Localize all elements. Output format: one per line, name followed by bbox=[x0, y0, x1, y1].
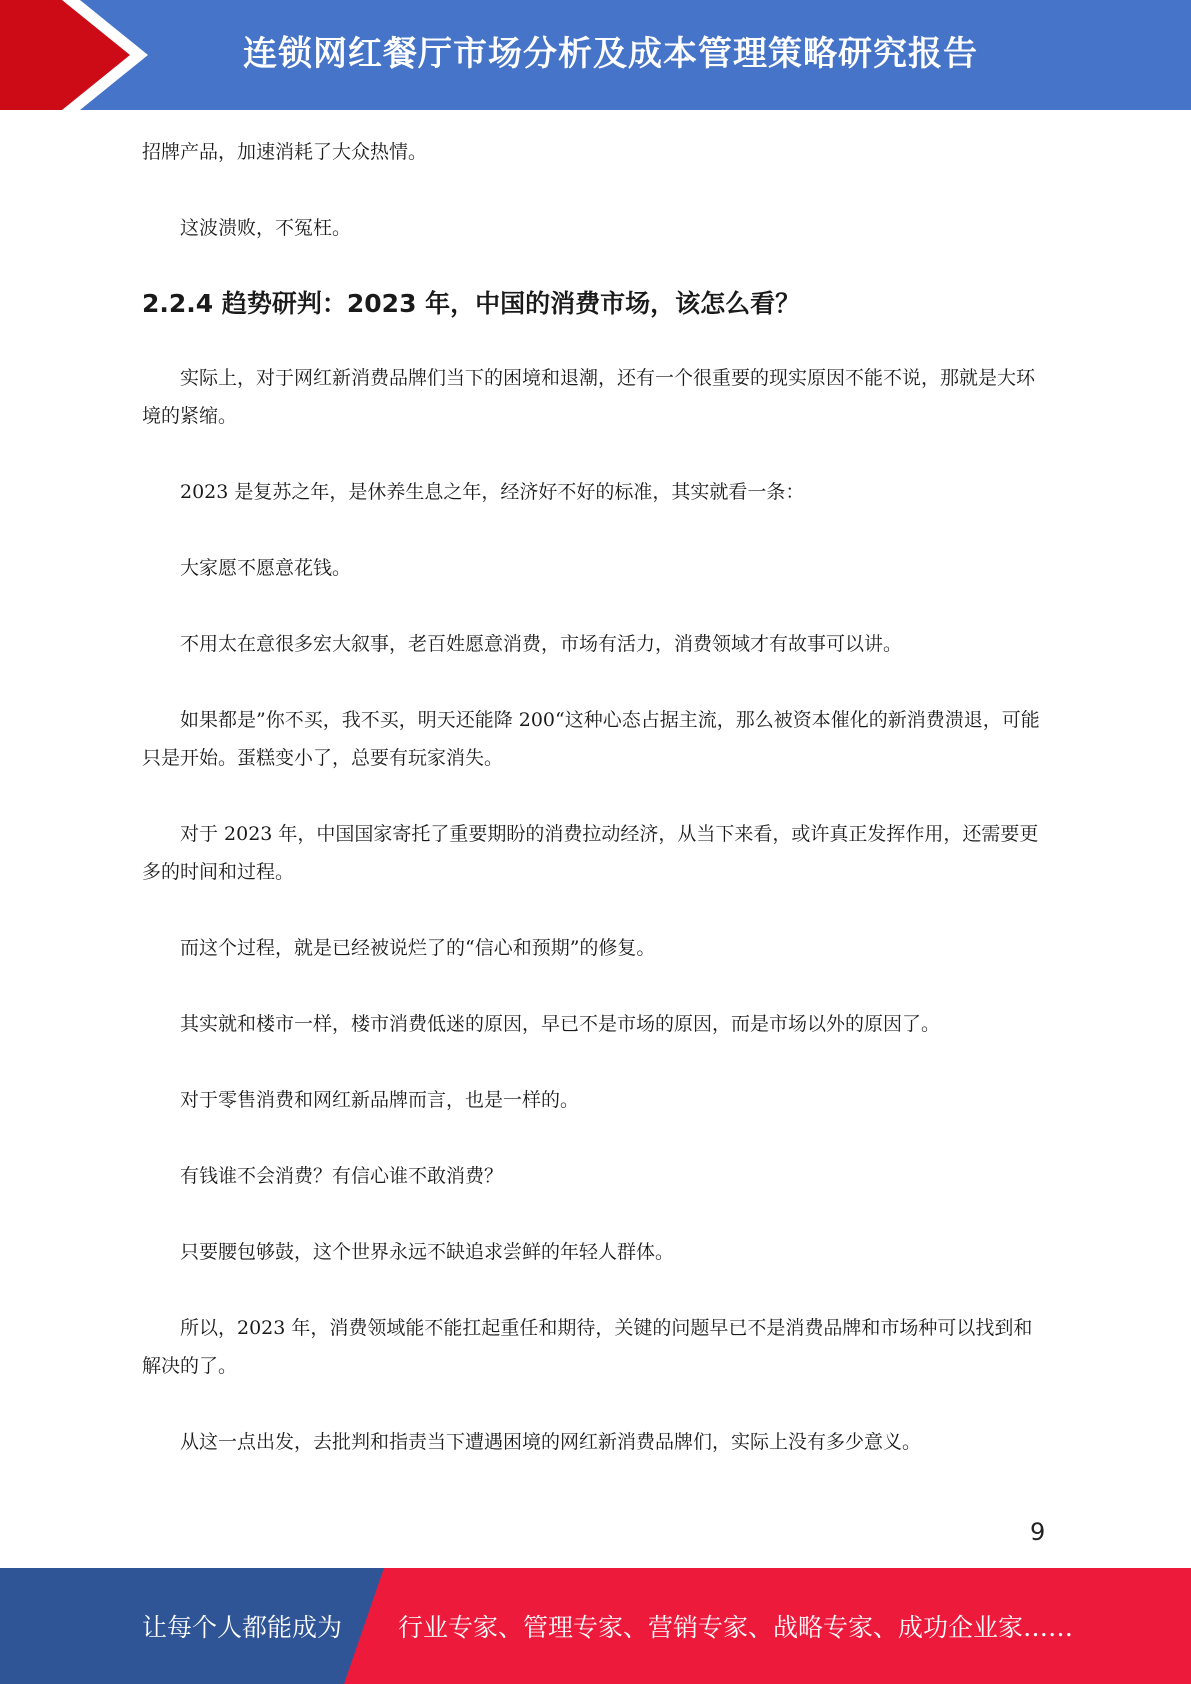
paragraph: 实际上，对于网红新消费品牌们当下的困境和退潮，还有一个很重要的现实原因不能不说，那就是大环境的紧缩。 bbox=[142, 367, 1036, 427]
paragraph: 大家愿不愿意花钱。 bbox=[180, 557, 352, 579]
paragraph: 而这个过程，就是已经被说烂了的“信心和预期”的修复。 bbox=[180, 937, 656, 959]
header-arrow-decoration bbox=[0, 0, 160, 110]
paragraph: 2023 是复苏之年，是休养生息之年，经济好不好的标准，其实就看一条： bbox=[180, 481, 805, 503]
section-heading: 2.2.4 趋势研判：2023 年，中国的消费市场，该怎么看？ bbox=[142, 289, 801, 318]
paragraph: 不用太在意很多宏大叙事，老百姓愿意消费，市场有活力，消费领域才有故事可以讲。 bbox=[180, 633, 903, 655]
header-banner bbox=[0, 0, 1191, 110]
footer-banner bbox=[0, 1568, 1191, 1684]
paragraph: 从这一点出发，去批判和指责当下遭遇困境的网红新消费品牌们，实际上没有多少意义。 bbox=[180, 1431, 922, 1453]
document-body bbox=[142, 133, 1047, 1499]
paragraph: 招牌产品，加速消耗了大众热情。 bbox=[142, 141, 428, 163]
paragraph: 其实就和楼市一样，楼市消费低迷的原因，早已不是市场的原因，而是市场以外的原因了。 bbox=[180, 1013, 941, 1035]
paragraph: 对于零售消费和网红新品牌而言，也是一样的。 bbox=[180, 1089, 580, 1111]
footer-slogan-right: 行业专家、管理专家、营销专家、战略专家、成功企业家…… bbox=[398, 1613, 1074, 1642]
footer-slogan-left: 让每个人都能成为 bbox=[142, 1613, 343, 1642]
header-arrow-fill bbox=[0, 0, 130, 110]
paragraph: 这波溃败，不冤枉。 bbox=[180, 217, 352, 239]
page-number: 9 bbox=[1030, 1518, 1046, 1546]
paragraph: 所以，2023 年，消费领域能不能扛起重任和期待，关键的问题早已不是消费品牌和市场种可以找到和解决的了。 bbox=[142, 1317, 1033, 1377]
paragraph: 有钱谁不会消费？有信心谁不敢消费？ bbox=[180, 1165, 504, 1187]
paragraph: 如果都是”你不买，我不买，明天还能降 200“这种心态占据主流，那么被资本催化的新消费溃退，可能只是开始。蛋糕变小了，总要有玩家消失。 bbox=[142, 709, 1040, 769]
paragraph: 只要腰包够鼓，这个世界永远不缺追求尝鲜的年轻人群体。 bbox=[180, 1241, 675, 1263]
paragraph: 对于 2023 年，中国国家寄托了重要期盼的消费拉动经济，从当下来看，或许真正发挥作用，还需要更多的时间和过程。 bbox=[142, 823, 1039, 883]
report-title: 连锁网红餐厅市场分析及成本管理策略研究报告 bbox=[243, 34, 978, 74]
